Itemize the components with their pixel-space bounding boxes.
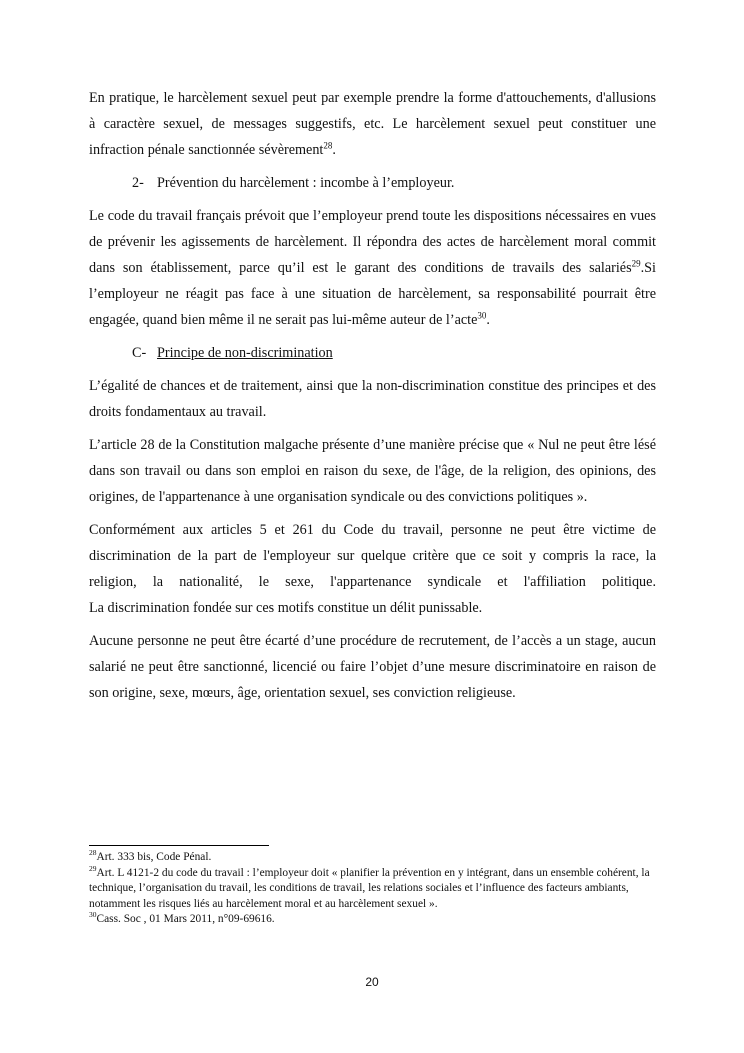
footnote-30: $^{30}$Cass. Soc , 01 Mars 2011, n°09-69616. — [89, 910, 275, 925]
paragraph-article-28-constitution: L’article 28 de la Constitution malgache présente d’une manière précise que « Nul ne peut être lésé dans son travail ou dans son emploi en raison du sexe, de l'âge, de la religion, des opinions, des origines, de l'appartenance à une organisation syndicale ou des convictions politiques ». — [89, 437, 656, 505]
paragraph-egalite-chances: L’égalité de chances et de traitement, ainsi que la non-discrimination constitue des principes et des droits fondamentaux au travail. — [89, 378, 656, 420]
footnote-29: $^{29}$Art. L 4121-2 du code du travail : l’employeur doit « planifier la prévention en y intégrant, dans un ensemble cohérent, la technique, l’organisation du travail, les conditions de travail, les relations sociales et l’influence des facteurs ambiants, notamment les risques liés au harcèlement moral et au harcèlement sexuel ». — [89, 863, 650, 910]
footnote-ref-29[interactable]: 29 — [631, 258, 641, 269]
paragraph-articles-5-261: Conformément aux articles 5 et 261 du Code du travail, personne ne peut être victime de discrimination de la part de l'employeur sur quelque critère que ce soit y compris la race, la religion, la nationalité, le sexe, l'appartenance syndicale et l'affiliation politique. La discrimination fondée sur ces motifs constitue un délit punissable. — [89, 522, 656, 616]
footnote-28: $^{28}$Art. 333 bis, Code Pénal. — [89, 848, 212, 863]
footnotes — [89, 845, 656, 928]
page-number: 20 — [365, 975, 379, 989]
section-heading-non-discrimination: C- Principe de non-discrimination — [132, 345, 333, 361]
footnote-ref-30[interactable]: 30 — [477, 310, 487, 321]
section-heading-prevention: 2- Prévention du harcèlement : incombe à l’employeur. — [132, 175, 455, 191]
paragraph-aucune-personne: Aucune personne ne peut être écarté d’une procédure de recrutement, de l’accès a un stage, aucun salarié ne peut être sanctionné, licencié ou faire l’objet d’une mesure discriminatoire en raison de son origine, sexe, mœurs, âge, orientation sexuel, ses conviction religieuse. — [89, 633, 656, 701]
paragraph-code-travail-francais: Le code du travail français prévoit que l’employeur prend toute les dispositions nécessaires en vues de prévenir les agissements de harcèlement. Il répondra des actes de harcèlement moral commit dans son établissement, parce qu’il est le garant des conditions de travails des salariés$^{29}$.Si l’employeur ne réagit pas face à une situation de harcèlement, sa responsabilité pourrait être engagée, quand bien même il ne serait pas lui-même auteur de l’acte$^{30}$. — [89, 208, 656, 328]
footnote-separator — [89, 845, 269, 846]
footnote-ref-28[interactable]: 28 — [323, 140, 333, 151]
paragraph-harcelement-forme: En pratique, le harcèlement sexuel peut par exemple prendre la forme d'attouchements, d'allusions à caractère sexuel, de messages suggestifs, etc. Le harcèlement sexuel peut constituer une infraction pénale sanctionnée sévèrement$^{28}$. — [89, 90, 656, 158]
page-body — [89, 85, 656, 713]
